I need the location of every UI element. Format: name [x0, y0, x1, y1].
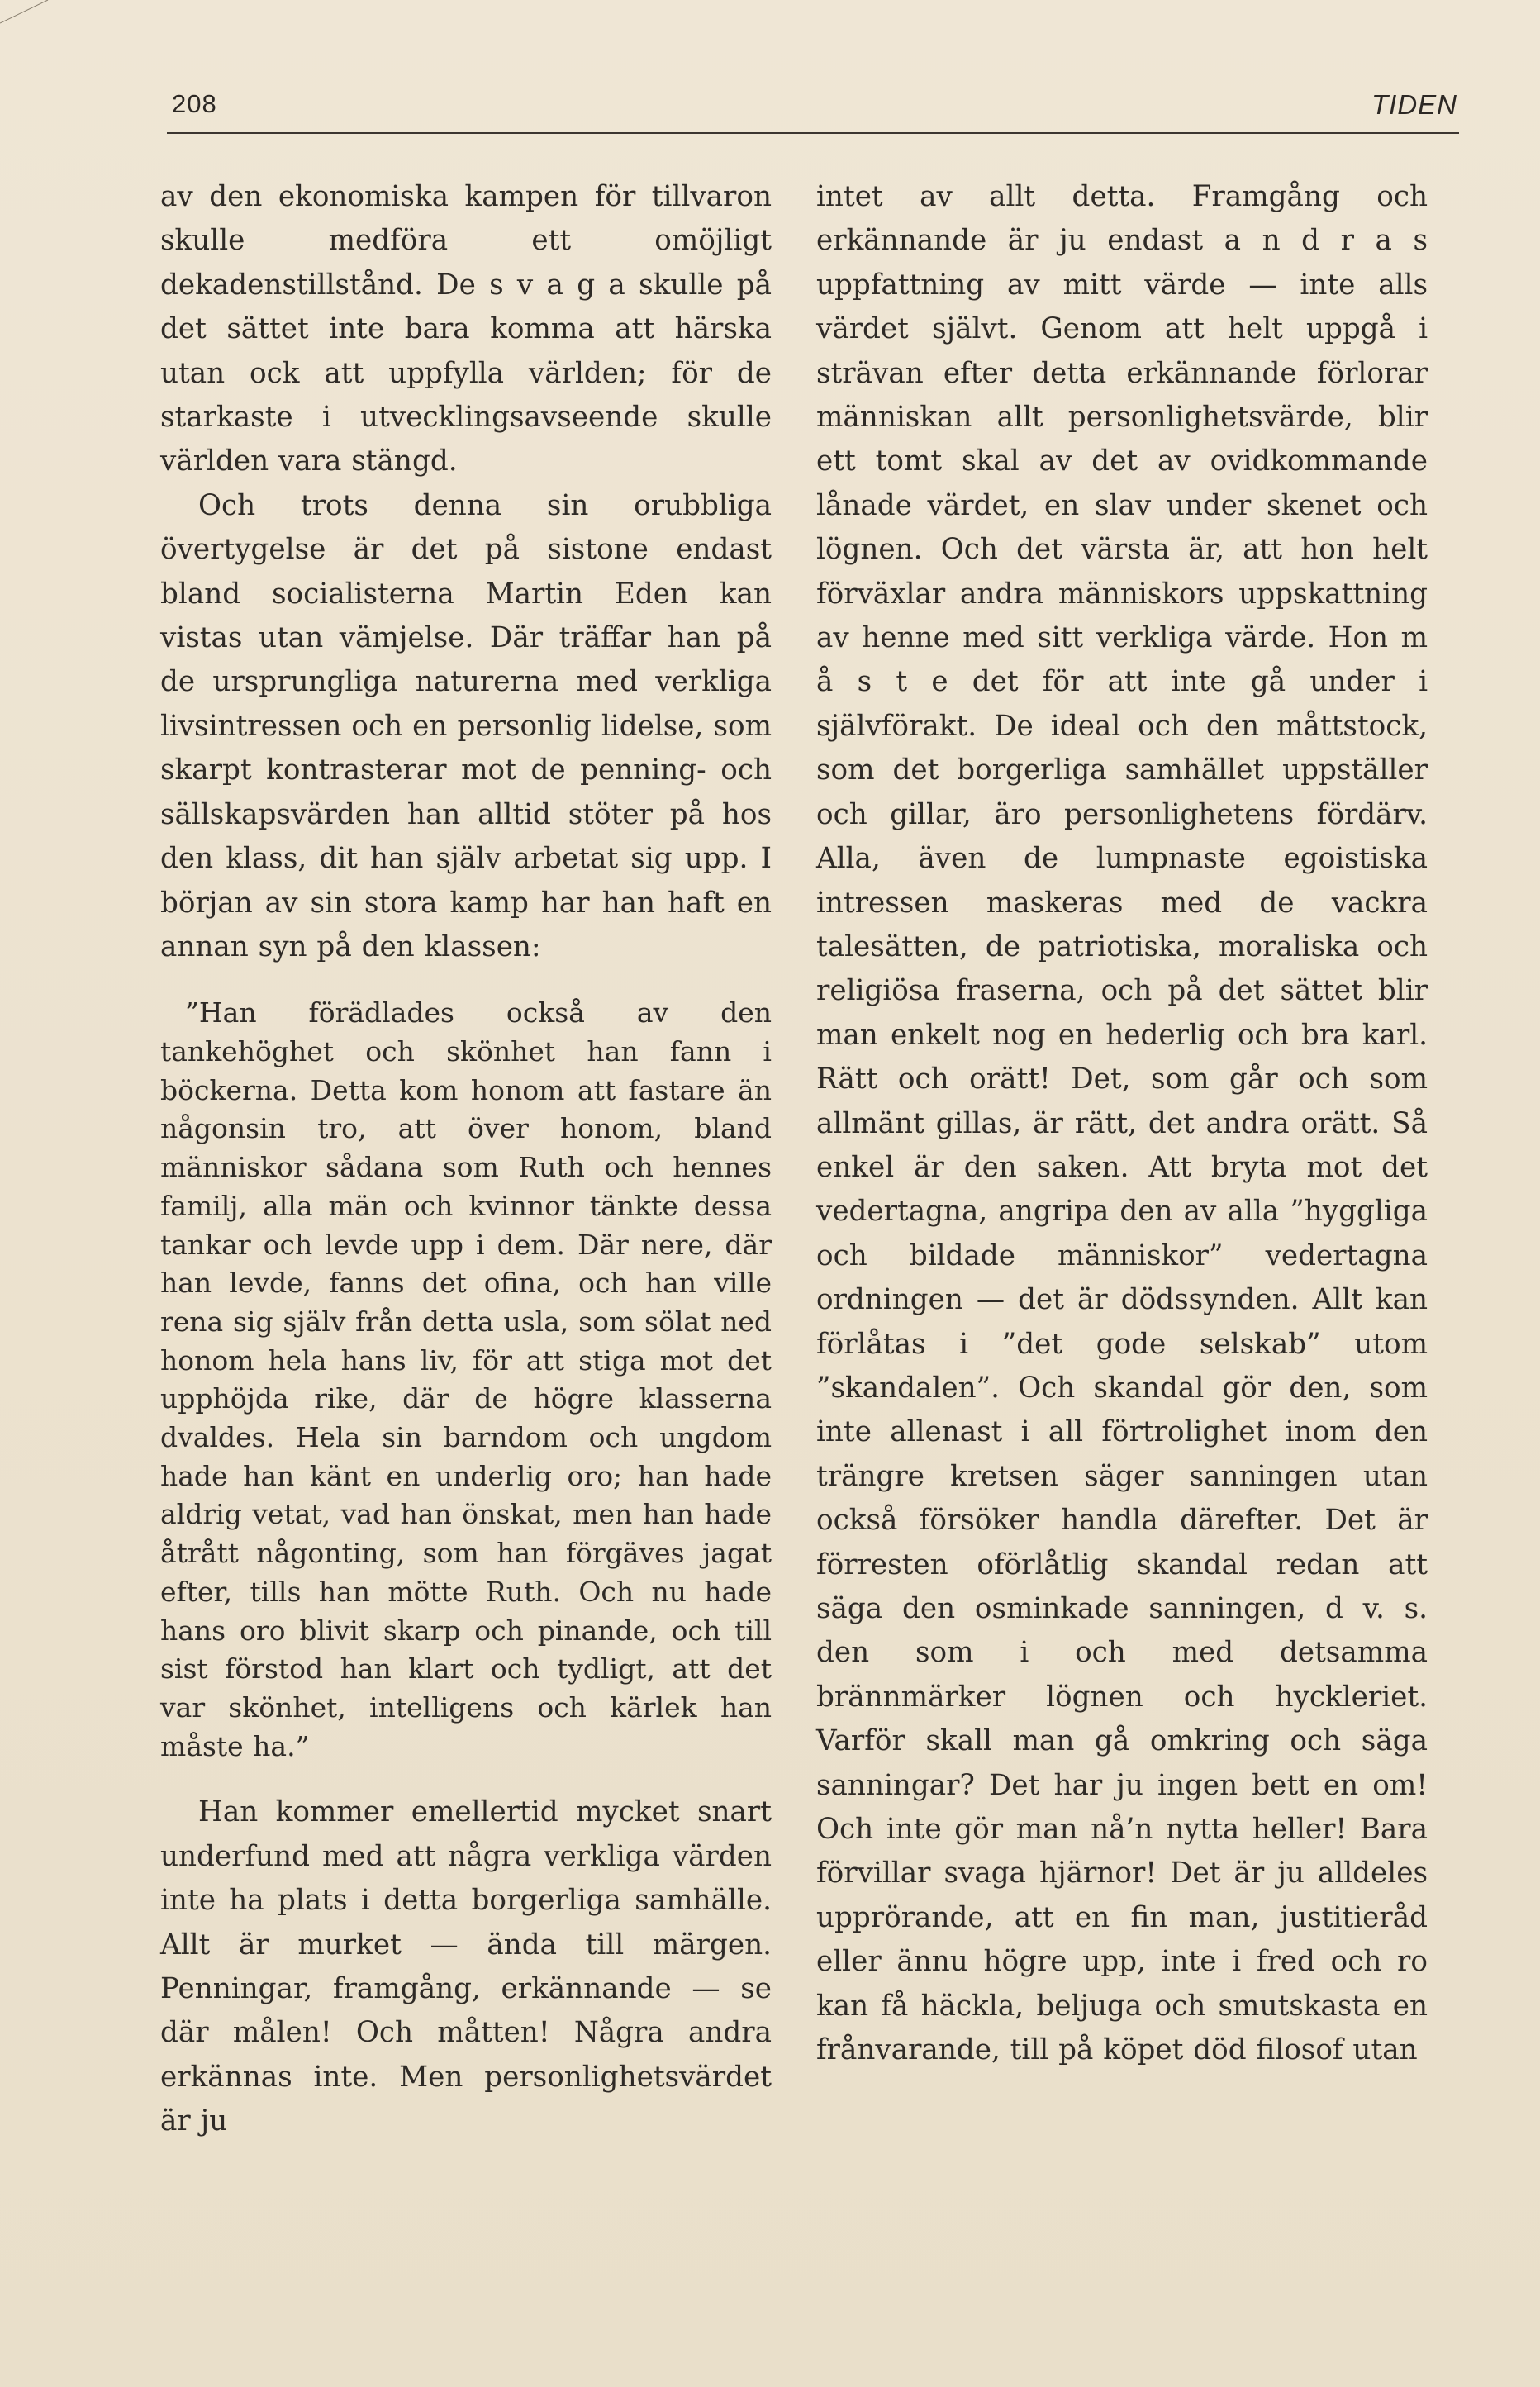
page-header	[172, 89, 1457, 136]
quotation: ”Han förädlades också av den tankehöghet och skönhet han fann i böckerna. Detta kom honom att fastare än någonsin tro, att över honom, bland människor sådana som Ruth och hennes familj, alla män och kvinnor tänkte dessa tankar och levde upp i dem. Där nere, där han levde, fanns det ofina, och han ville rena sig själv från detta usla, som sölat ned honom hela hans liv, för att stiga mot det upphöjda rike, där de högre klasserna dvaldes. Hela sin barndom och ungdom hade han känt en underlig oro; han hade aldrig vetat, vad han önskat, men han hade åtrått någonting, som han förgäves jagat efter, tills han mötte Ruth. Och nu hade hans oro blivit skarp och pinande, och till sist förstod han klart och tydligt, att det var skönhet, intelligens och kärlek han måste ha.”	[160, 996, 772, 1762]
paragraph: intet av allt detta. Framgång och erkännande är ju endast a n d r a s uppfattning av mitt värde — inte alls värdet självt. Genom att helt uppgå i strävan efter detta erkännande förlorar människan allt personlighetsvärde, blir ett tomt skal av det av ovidkommande lånade värdet, en slav under skenet och lögnen. Och det värsta är, att hon helt förväxlar andra människors uppskattning av henne med sitt verkliga värde. Hon m å s t e det för att inte gå under i självförakt. De ideal och den måttstock, som det borgerliga samhället uppställer och gillar, äro personlighetens fördärv. Alla, även de lumpnaste egoistiska intressen maskeras med de vackra talesätten, de patriotiska, moraliska och religiösa fraserna, och på det sättet blir man enkelt nog en hederlig och bra karl. Rätt och orätt! Det, som går och som allmänt gillas, är rätt, det andra orätt. Så enkel är den saken. Att bryta mot det vedertagna, angripa den av alla ”hyggliga och bildade människor” vedertagna ordningen — det är dödssynden. Allt kan förlåtas i ”det gode selskab” utom ”skandalen”. Och skandal gör den, som inte allenast i all förtrolighet inom den trängre kretsen säger sanningen utan också försöker handla därefter. Det är förresten oförlåtlig skandal redan att säga den osminkade sanningen, d v. s. den som i och med detsamma brännmärker lögnen och hyckleriet. Varför skall man gå omkring och säga sanningar? Det har ju ingen bett en om! Och inte gör man nå’n nytta heller! Bara förvillar svaga hjärnor! Det är ju alldeles upprörande, att en fin man, justitieråd eller ännu högre upp, inte i fred och ro kan få häckla, beljuga och smutskasta en frånvarande, till på köpet död filosof utan	[816, 180, 1428, 2067]
paragraph: Och trots denna sin orubbliga övertygelse är det på sistone endast bland socialisterna Martin Eden kan vistas utan vämjelse. Där träffar han på de ursprungliga naturerna med verkliga livsintressen och en personlig lidelse, som skarpt kontrasterar mot de penning- och sällskapsvärden han alltid stöter på hos den klass, dit han själv arbetat sig upp. I början av sin stora kamp har han haft en annan syn på den klassen:	[160, 488, 772, 963]
page-number: 208	[172, 89, 217, 118]
paragraph: av den ekonomiska kampen för tillvaron skulle medföra ett omöjligt dekadenstillstånd. De s v a g a skulle på det sättet inte bara komma att härska utan ock att uppfylla världen; för de starkaste i utvecklingsavseende skulle världen vara stängd.	[160, 180, 772, 478]
paragraph: Han kommer emellertid mycket snart underfund med att några verkliga värden inte ha plats i detta borgerliga samhälle. Allt är murket — ända till märgen. Penningar, framgång, erkännande — se där målen! Och måtten! Några andra erkännas inte. Men personlighetsvärdet är ju	[160, 1795, 772, 2138]
right-column	[816, 175, 1428, 2072]
page-corner-mark	[0, 0, 50, 25]
left-column	[160, 175, 772, 2144]
running-title: TIDEN	[1371, 89, 1457, 120]
header-rule	[167, 132, 1459, 134]
